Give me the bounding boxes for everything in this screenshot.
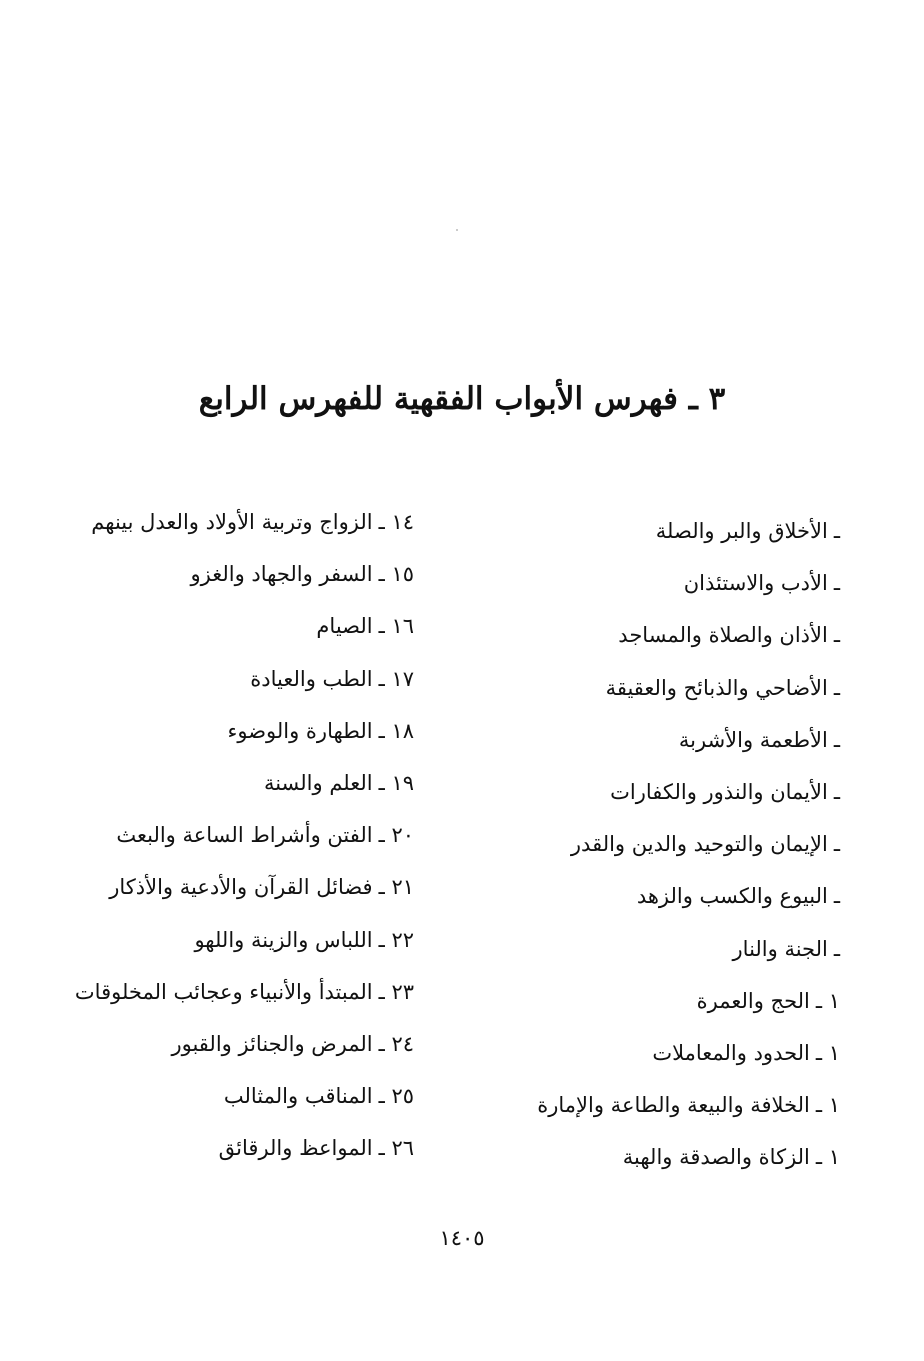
index-entry: [9, 600, 414, 652]
entry-number: ١ ـ: [815, 1145, 840, 1170]
entry-label: الطهارة والوضوء: [227, 718, 373, 743]
entry-number: ٢٣ ـ: [378, 979, 414, 1004]
page-title: ٣ ـ فهرس الأبواب الفقهية للفهرس الرابع: [198, 380, 726, 417]
index-entry: [400, 714, 840, 766]
entry-label: الزكاة والصدقة والهبة: [622, 1145, 810, 1170]
entry-number: ـ: [833, 832, 840, 857]
entry-number: ١٦ ـ: [378, 614, 414, 639]
entry-number: ـ: [833, 779, 840, 804]
entry-number: ١٧ ـ: [378, 666, 414, 691]
entry-number: ١ ـ: [815, 1040, 840, 1065]
entry-label: المواعظ والرقائق: [218, 1136, 373, 1161]
entry-label: الإيمان والتوحيد والدين والقدر: [570, 832, 828, 857]
paper-speck: [456, 229, 458, 231]
index-entry: [9, 705, 414, 757]
index-entry: [400, 557, 840, 609]
entry-label: الحج والعمرة: [696, 988, 810, 1013]
index-entry: [9, 1122, 414, 1174]
index-entry: [9, 914, 414, 966]
entry-label: الأطعمة والأشربة: [678, 727, 828, 752]
index-entry: [400, 870, 840, 922]
index-entry: [400, 1079, 840, 1131]
entry-label: الفتن وأشراط الساعة والبعث: [116, 823, 373, 848]
entry-label: البيوع والكسب والزهد: [636, 884, 828, 909]
entry-label: الزواج وتربية الأولاد والعدل بينهم: [91, 510, 373, 534]
entry-number: ٢٢ ـ: [378, 927, 414, 952]
entry-label: المرض والجنائز والقبور: [171, 1031, 373, 1056]
entry-label: المبتدأ والأنبياء وعجائب المخلوقات: [74, 979, 373, 1004]
entry-number: ١ ـ: [815, 1093, 840, 1118]
entry-number: ٢٥ ـ: [378, 1084, 414, 1109]
index-entry: [9, 757, 414, 809]
entry-label: اللباس والزينة واللهو: [194, 927, 373, 952]
index-entry: [9, 653, 414, 705]
index-entry: [400, 662, 840, 714]
entry-number: ١ ـ: [815, 988, 840, 1013]
entry-number: ٢١ ـ: [378, 875, 414, 900]
index-column-right: [400, 505, 840, 1183]
page-number: ١٤٠٥: [439, 1226, 485, 1250]
entry-number: ـ: [833, 571, 840, 596]
index-entry: [9, 966, 414, 1018]
index-entry: [400, 818, 840, 870]
entry-label: الأيمان والنذور والكفارات: [610, 779, 828, 804]
entry-label: الجنة والنار: [732, 936, 828, 961]
entry-number: ١٤ ـ: [378, 510, 414, 534]
index-entry: [9, 1070, 414, 1122]
entry-label: فضائل القرآن والأدعية والأذكار: [109, 875, 373, 900]
entry-number: ٢٦ ـ: [378, 1136, 414, 1161]
entry-label: العلم والسنة: [263, 770, 373, 795]
entry-label: المناقب والمثالب: [223, 1084, 373, 1109]
entry-label: الأخلاق والبر والصلة: [655, 519, 828, 543]
entry-label: الأذان والصلاة والمساجد: [618, 623, 828, 648]
entry-number: ٢٠ ـ: [378, 823, 414, 848]
entry-number: ٢٤ ـ: [378, 1031, 414, 1056]
entry-number: ١٥ ـ: [378, 562, 414, 587]
entry-label: الطب والعيادة: [250, 666, 373, 691]
index-entry: [400, 1131, 840, 1183]
entry-number: ١٩ ـ: [378, 770, 414, 795]
index-column-left: [9, 496, 414, 1174]
index-entry: [9, 1018, 414, 1070]
entry-number: ـ: [833, 675, 840, 700]
entry-number: ١٨ ـ: [378, 718, 414, 743]
index-entry: [9, 861, 414, 913]
index-entry: [9, 496, 414, 548]
entry-label: الحدود والمعاملات: [652, 1040, 810, 1065]
entry-number: ـ: [833, 519, 840, 543]
entry-number: ـ: [833, 884, 840, 909]
index-entry: [400, 923, 840, 975]
entry-label: الأضاحي والذبائح والعقيقة: [605, 675, 828, 700]
entry-label: الأدب والاستئذان: [683, 571, 828, 596]
entry-number: ـ: [833, 727, 840, 752]
index-entry: [9, 809, 414, 861]
index-entry: [400, 975, 840, 1027]
entry-number: ـ: [833, 623, 840, 648]
entry-label: السفر والجهاد والغزو: [190, 562, 373, 587]
index-entry: [9, 548, 414, 600]
entry-label: الصيام: [316, 614, 373, 639]
entry-label: الخلافة والبيعة والطاعة والإمارة: [537, 1093, 810, 1118]
index-entry: [400, 609, 840, 661]
index-entry: [400, 1027, 840, 1079]
index-entry: [400, 505, 840, 557]
entry-number: ـ: [833, 936, 840, 961]
index-entry: [400, 766, 840, 818]
